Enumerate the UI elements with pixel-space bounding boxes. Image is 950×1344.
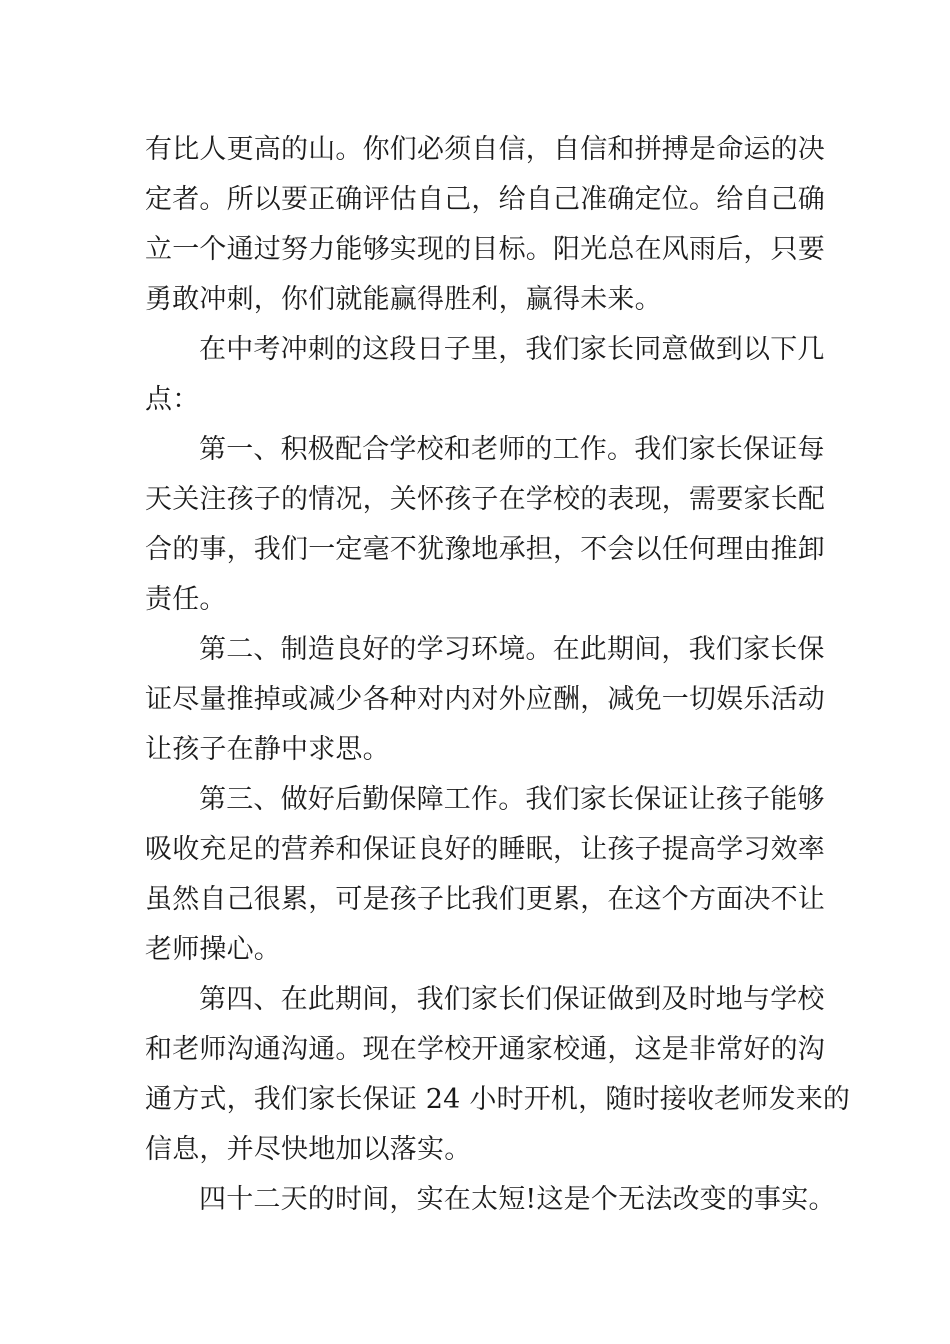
paragraph-7 (145, 1175, 836, 1225)
text-line: 天关注孩子的情况，关怀孩子在学校的表现，需要家长配 (145, 484, 825, 515)
text-line: 第四、在此期间，我们家长们保证做到及时地与学校 (199, 984, 825, 1015)
text-line: 勇敢冲刺，你们就能赢得胜利，赢得未来。 (145, 284, 662, 315)
text-line: 定者。所以要正确评估自己，给自己准确定位。给自己确 (145, 184, 825, 215)
text-line: 信息，并尽快地加以落实。 (145, 1134, 472, 1165)
text-line: 让孩子在静中求思。 (145, 734, 390, 765)
text-line: 在中考冲刺的这段日子里，我们家长同意做到以下几 (199, 334, 825, 365)
paragraph-2 (145, 325, 825, 425)
paragraph-6 (145, 975, 851, 1175)
paragraph-3 (145, 425, 825, 625)
paragraph-4 (145, 625, 825, 775)
text-line: 通方式，我们家长保证 24 小时开机，随时接收老师发来的 (145, 1084, 851, 1115)
text-line: 吸收充足的营养和保证良好的睡眠，让孩子提高学习效率 (145, 834, 825, 865)
text-line: 老师操心。 (145, 934, 281, 965)
text-line: 点： (145, 384, 200, 415)
text-line: 虽然自己很累，可是孩子比我们更累，在这个方面决不让 (145, 884, 825, 915)
paragraph-5 (145, 775, 825, 975)
text-line: 责任。 (145, 584, 227, 615)
document-body (145, 125, 851, 1225)
text-line: 四十二天的时间，实在太短!这是个无法改变的事实。 (199, 1184, 836, 1215)
text-line: 第二、制造良好的学习环境。在此期间，我们家长保 (199, 634, 825, 665)
text-line: 第一、积极配合学校和老师的工作。我们家长保证每 (199, 434, 825, 465)
text-line: 合的事，我们一定毫不犹豫地承担，不会以任何理由推卸 (145, 534, 825, 565)
text-line: 立一个通过努力能够实现的目标。阳光总在风雨后，只要 (145, 234, 825, 265)
text-line: 证尽量推掉或减少各种对内对外应酬，减免一切娱乐活动 (145, 684, 825, 715)
paragraph-1 (145, 125, 825, 325)
text-line: 第三、做好后勤保障工作。我们家长保证让孩子能够 (199, 784, 825, 815)
text-line: 有比人更高的山。你们必须自信，自信和拼搏是命运的决 (145, 134, 825, 165)
text-line: 和老师沟通沟通。现在学校开通家校通，这是非常好的沟 (145, 1034, 825, 1065)
